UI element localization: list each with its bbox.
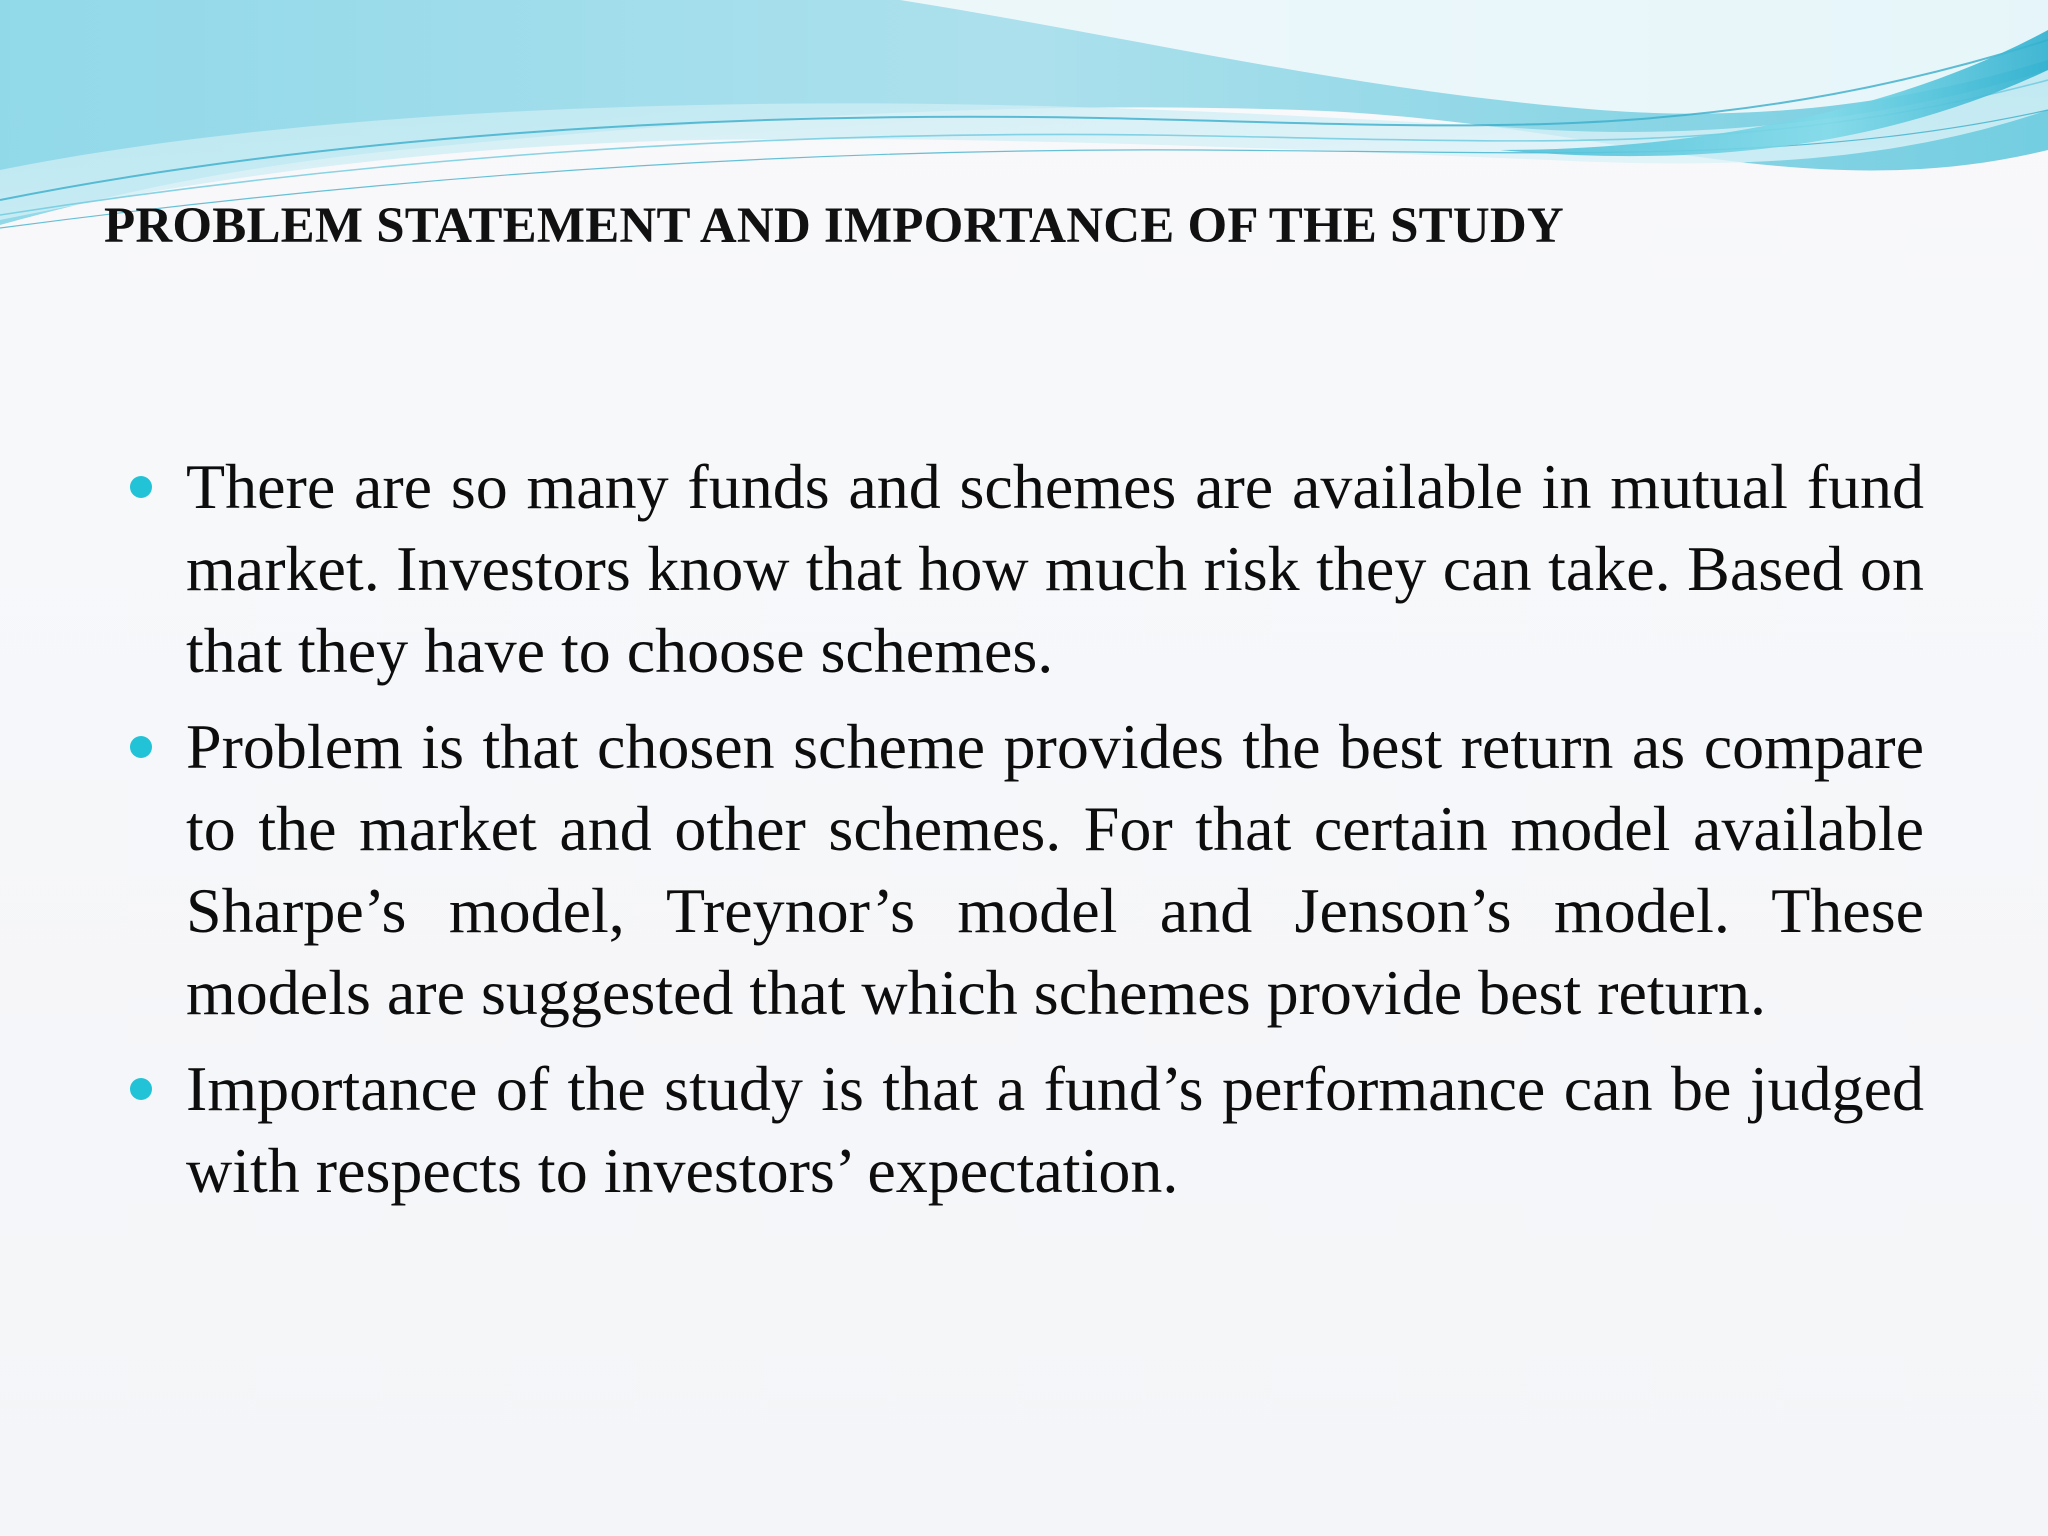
bullet-dot-icon [130, 736, 152, 758]
list-item [130, 446, 1924, 692]
list-item [130, 706, 1924, 1034]
bullet-dot-icon [130, 476, 152, 498]
slide-title: PROBLEM STATEMENT AND IMPORTANCE OF THE STUDY [104, 198, 1564, 254]
bullet-text: Importance of the study is that a fund’s performance can be judged with respects to investors’ expectation. [186, 1053, 1924, 1206]
bullet-text: Problem is that chosen scheme provides the best return as compare to the market and other schemes. For that certain model available Sharpe’s model, Treynor’s model and Jenson’s model. These models are suggested that which schemes provide best return. [186, 711, 1924, 1028]
bullet-text: There are so many funds and schemes are available in mutual fund market. Investors know that how much risk they can take. Based on that they have to choose schemes. [186, 451, 1924, 686]
bullet-dot-icon [130, 1078, 152, 1100]
bullet-list [130, 446, 1924, 1226]
list-item [130, 1048, 1924, 1212]
